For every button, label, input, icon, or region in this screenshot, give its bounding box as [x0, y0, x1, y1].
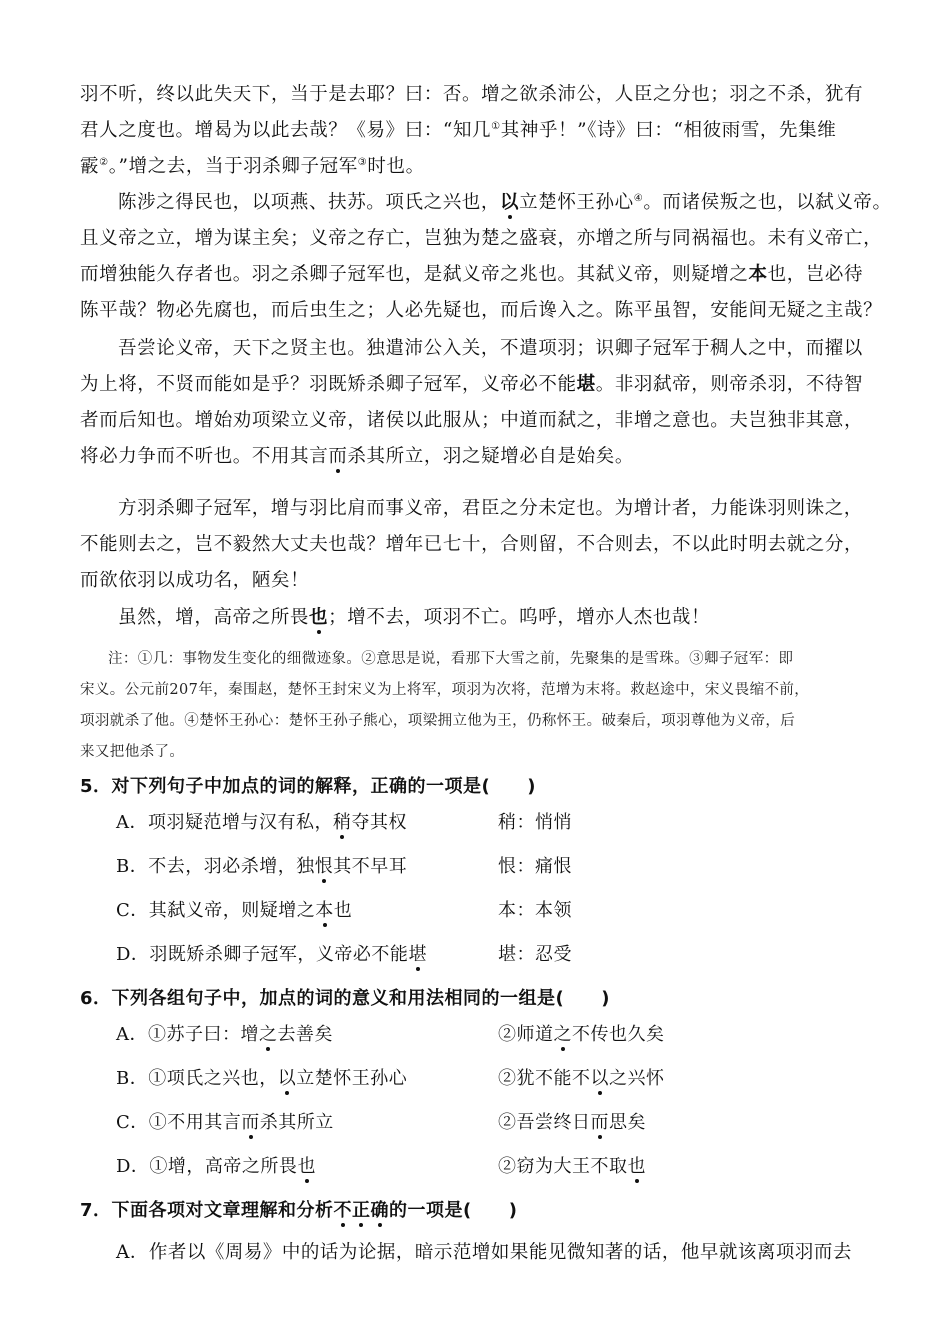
passage-line: 且义帝之立，增为谋主矣；义帝之存亡，岂独为楚之盛衰，亦增之所与同祸福也。未有义帝亡， [80, 228, 883, 249]
q6-option-a-1[interactable]: A．①苏子曰：增之去善矣 [116, 1024, 333, 1045]
q7-option-a[interactable]: A．作者以《周易》中的话为论据，暗示范增如果能见微知著的话，他早就该离项羽而去 [116, 1242, 852, 1263]
passage-line: 君人之度也。增曷为以此去哉？《易》曰：“知几①其神乎！”《诗》曰：“相彼雨雪，先集维 [80, 120, 837, 141]
q5-option-c[interactable]: C．其弑义帝，则疑增之本也 [116, 900, 353, 921]
q5-option-b[interactable]: B．不去，羽必杀增，独恨其不早耳 [116, 856, 408, 877]
q6-option-b-1[interactable]: B．①项氏之兴也，以立楚怀王孙心 [116, 1068, 408, 1089]
passage-line: 而增独能久存者也。羽之杀卿子冠军也，是弑义帝之兆也。其弑义帝，则疑增之本也，岂必待 [80, 264, 864, 285]
q5-option-d-gloss: 堪：忍受 [498, 944, 572, 965]
passage-line: 为上将，不贤而能如是乎？羽既矫杀卿子冠军，义帝必不能堪。非羽弑帝，则帝杀羽，不待智 [80, 374, 864, 395]
footnote-line: 项羽就杀了他。④楚怀王孙心：楚怀王孙子熊心，项梁拥立他为王，仍称怀王。破秦后，项羽尊他为义帝，后 [80, 713, 796, 729]
footnote-line: 宋义。公元前207年，秦围赵，楚怀王封宋义为上将军，项羽为次将，范增为末将。救赵途中，宋义畏缩不前， [80, 682, 810, 698]
footnote-line: 注：①几：事物发生变化的细微迹象。②意思是说，看那下大雪之前，先聚集的是雪珠。③卿子冠军：即 [108, 651, 794, 667]
passage-line: 者而后知也。增始劝项梁立义帝，诸侯以此服从；中道而弑之，非增之意也。夫岂独非其意， [80, 410, 864, 431]
question-6-stem: 6．下列各组句子中，加点的词的意义和用法相同的一组是( ) [80, 988, 610, 1009]
passage-line: 方羽杀卿子冠军，增与羽比肩而事义帝，君臣之分未定也。为增计者，力能诛羽则诛之， [118, 498, 863, 519]
q5-option-d[interactable]: D．羽既矫杀卿子冠军，义帝必不能堪 [116, 944, 427, 965]
q5-option-a[interactable]: A．项羽疑范增与汉有私，稍夺其权 [116, 812, 407, 833]
passage-line: 而欲依羽以成功名，陋矣！ [80, 570, 310, 591]
passage-line: 将必力争而不听也。不用其言而杀其所立，羽之疑增必自是始矣。 [80, 446, 634, 467]
q6-option-c-2: ②吾尝终日而思矣 [498, 1112, 646, 1133]
q5-option-a-gloss: 稍：悄悄 [498, 812, 572, 833]
question-5-stem: 5．对下列句子中加点的词的解释，正确的一项是( ) [80, 776, 536, 797]
q6-option-d-1[interactable]: D．①增，高帝之所畏也 [116, 1156, 316, 1177]
passage-line: 虽然，增，高帝之所畏也；增不去，项羽不亡。呜呼，增亦人杰也哉！ [118, 607, 711, 628]
q5-option-b-gloss: 恨：痛恨 [498, 856, 572, 877]
question-7-stem: 7．下面各项对文章理解和分析不正确的一项是( ) [80, 1200, 518, 1221]
passage-line: 羽不听，终以此失天下，当于是去耶？曰：否。增之欲杀沛公，人臣之分也；羽之不杀，犹有 [80, 84, 864, 105]
passage-line: 陈涉之得民也，以项燕、扶苏。项氏之兴也，以立楚怀王孙心④。而诸侯叛之也，以弑义帝。 [118, 192, 892, 213]
q5-option-c-gloss: 本：本领 [498, 900, 572, 921]
q6-option-a-2: ②师道之不传也久矣 [498, 1024, 665, 1045]
passage-line: 吾尝论义帝，天下之贤主也。独遣沛公入关，不遣项羽；识卿子冠军于稠人之中，而擢以 [118, 338, 863, 359]
passage-line: 陈平哉？物必先腐也，而后虫生之；人必先疑也，而后谗入之。陈平虽智，安能间无疑之主哉？ [80, 300, 883, 321]
passage-line: 不能则去之，岂不毅然大丈夫也哉？增年已七十，合则留，不合则去，不以此时明去就之分， [80, 534, 864, 555]
passage-line: 霰②。”增之去，当于羽杀卿子冠军③时也。 [80, 156, 425, 177]
q6-option-d-2: ②窃为大王不取也 [498, 1156, 646, 1177]
footnote-line: 来又把他杀了。 [80, 744, 185, 760]
q6-option-c-1[interactable]: C．①不用其言而杀其所立 [116, 1112, 334, 1133]
q6-option-b-2: ②犹不能不以之兴怀 [498, 1068, 665, 1089]
